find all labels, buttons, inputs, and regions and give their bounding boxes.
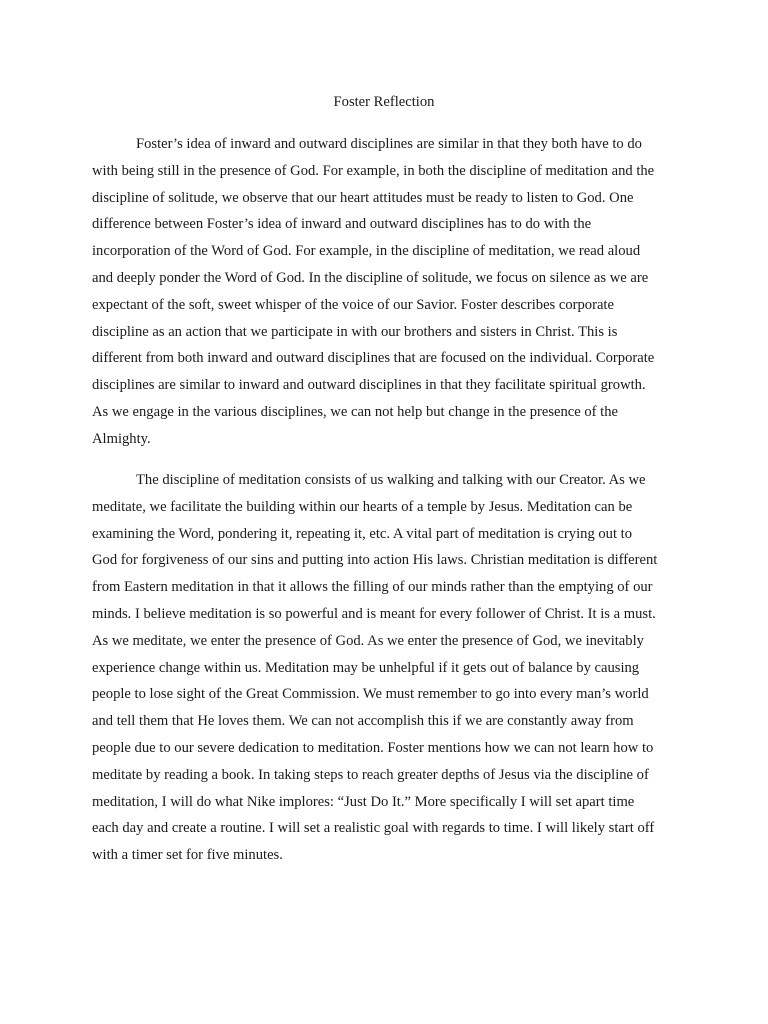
text-line: with a timer set for five minutes.: [92, 847, 283, 864]
paragraph-discipline-of-meditation: [92, 467, 680, 869]
text-line: incorporation of the Word of God. For example, in the discipline of meditation, we read aloud: [92, 243, 641, 260]
paragraph-inward-outward-disciplines: [92, 131, 680, 453]
text-line: discipline as an action that we participate in with our brothers and sisters in Christ. This is: [92, 323, 618, 340]
text-line: minds. I believe meditation is so powerful and is meant for every follower of Christ. It is a must.: [92, 605, 656, 622]
text-line: with being still in the presence of God. For example, in both the discipline of meditation and the: [92, 162, 655, 179]
text-line: meditate by reading a book. In taking steps to reach greater depths of Jesus via the discipline of: [92, 766, 649, 783]
text-line: discipline of solitude, we observe that our heart attitudes must be ready to listen to God. One: [92, 189, 634, 206]
text-line: As we meditate, we enter the presence of God. As we enter the presence of God, we inevitably: [92, 632, 644, 649]
text-line: difference between Foster’s idea of inward and outward disciplines has to do with the: [92, 216, 592, 233]
text-line: disciplines are similar to inward and outward disciplines in that they facilitate spiritual growth.: [92, 377, 646, 394]
text-line: The discipline of meditation consists of us walking and talking with our Creator. As we: [136, 472, 646, 488]
text-line: meditate, we facilitate the building within our hearts of a temple by Jesus. Meditation can be: [92, 498, 633, 515]
text-line: examining the Word, pondering it, repeating it, etc. A vital part of meditation is crying out to: [92, 525, 633, 542]
text-line: people to lose sight of the Great Commission. We must remember to go into every man’s world: [92, 686, 649, 703]
text-line: and tell them that He loves them. We can not accomplish this if we are constantly away from: [92, 713, 634, 730]
text-line: experience change within us. Meditation may be unhelpful if it gets out of balance by causing: [92, 659, 640, 676]
text-line: from Eastern meditation in that it allows the filling of our minds rather than the emptying of our: [92, 579, 653, 596]
text-line: and deeply ponder the Word of God. In the discipline of solitude, we focus on silence as we are: [92, 269, 649, 286]
text-line: expectant of the soft, sweet whisper of the voice of our Savior. Foster describes corporate: [92, 296, 614, 313]
text-line: God for forgiveness of our sins and putting into action His laws. Christian meditation is different: [92, 552, 658, 569]
text-line: Almighty.: [92, 430, 151, 447]
text-line: Foster’s idea of inward and outward disciplines are similar in that they both have to do: [136, 136, 642, 152]
text-line: meditation, I will do what Nike implores: “Just Do It.” More specifically I will set apart time: [92, 793, 635, 810]
text-line: people due to our severe dedication to meditation. Foster mentions how we can not learn how to: [92, 739, 654, 756]
document-title: Foster Reflection: [333, 94, 435, 110]
text-line: each day and create a routine. I will set a realistic goal with regards to time. I will likely start off: [92, 820, 655, 837]
text-line: As we engage in the various disciplines, we can not help but change in the presence of the: [92, 403, 619, 420]
text-line: different from both inward and outward disciplines that are focused on the individual. Corporate: [92, 350, 655, 367]
